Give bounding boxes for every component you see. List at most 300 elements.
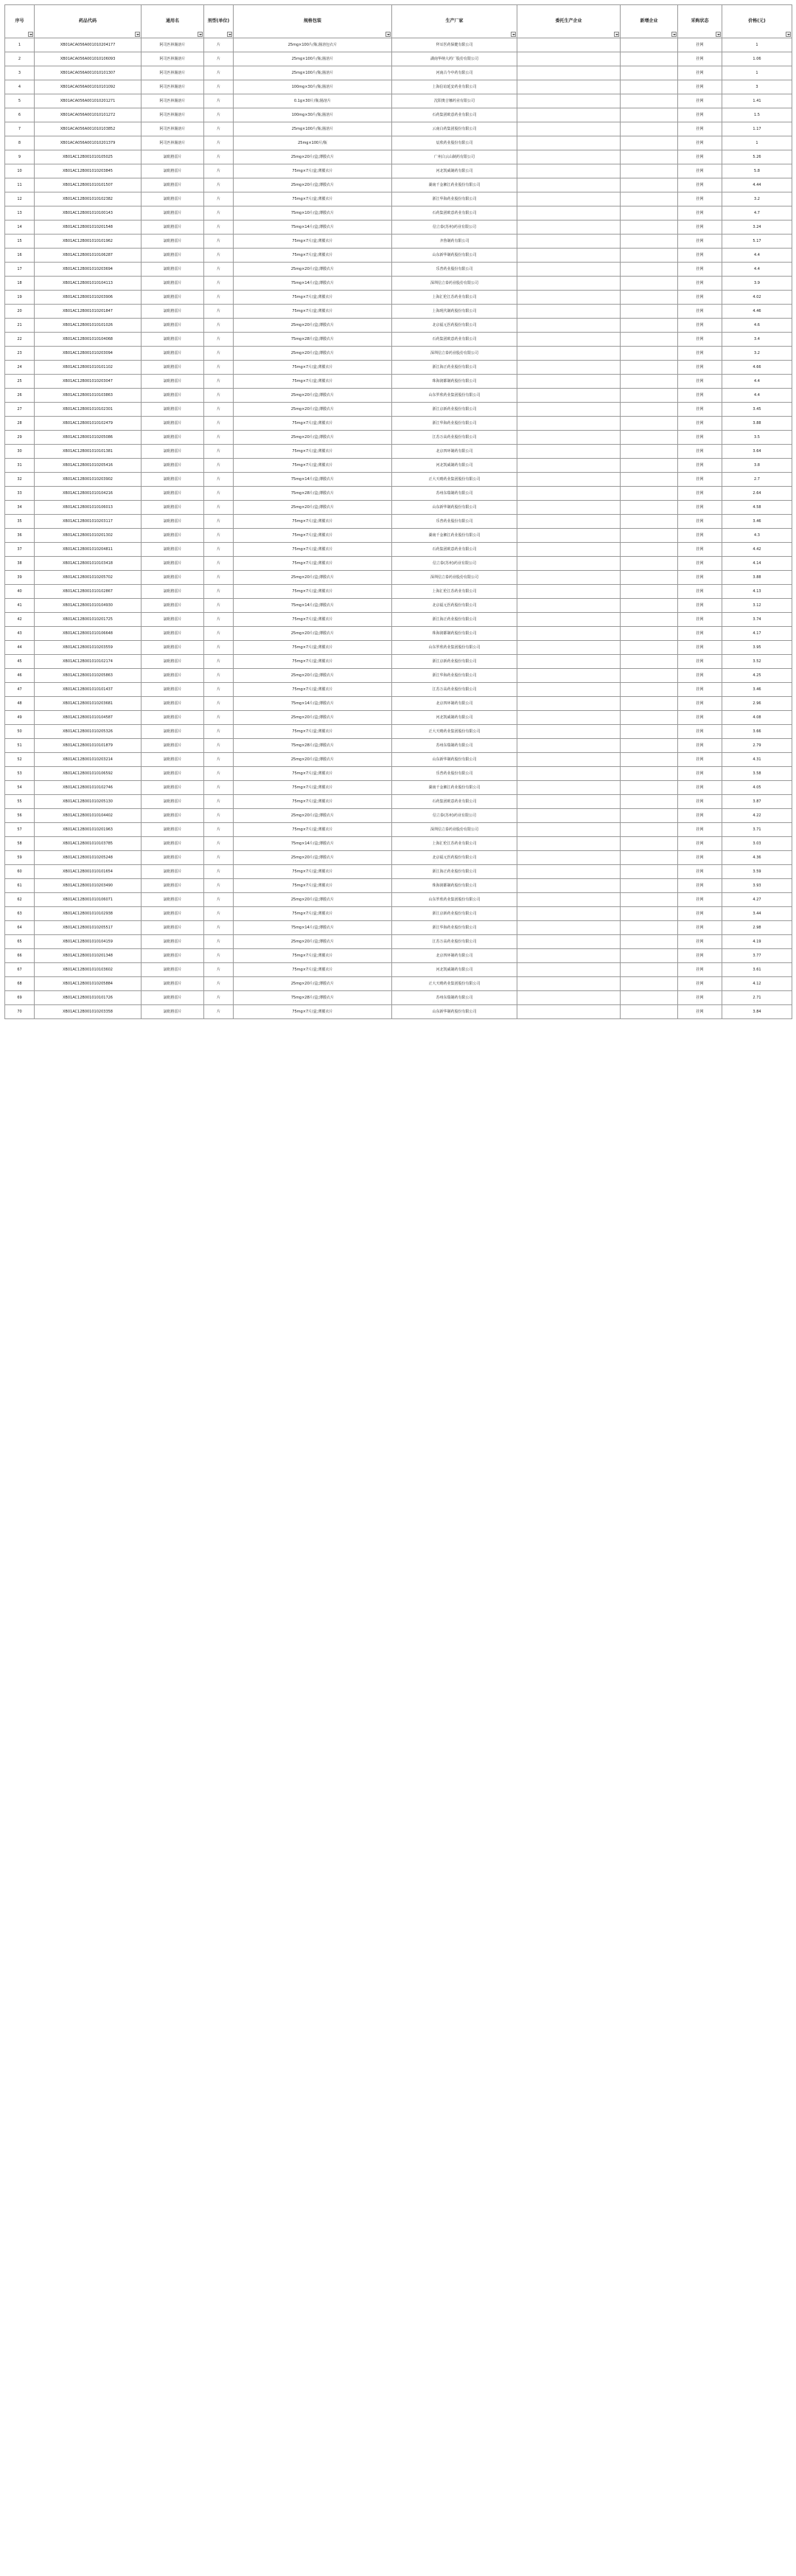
table-row[interactable] bbox=[5, 529, 792, 543]
cell-spec[interactable]: 100mg×30片/瓶;肠溶片 bbox=[234, 108, 392, 122]
cell-maker[interactable]: 苏州东瑞制药有限公司 bbox=[392, 739, 517, 753]
cell-spec[interactable]: 75mg×7片/盒;薄膜衣片 bbox=[234, 291, 392, 305]
table-row[interactable] bbox=[5, 136, 792, 150]
cell-price[interactable]: 4.6 bbox=[722, 319, 792, 333]
cell-spec[interactable]: 75mg×7片/盒;薄膜衣片 bbox=[234, 543, 392, 557]
cell-no[interactable]: 32 bbox=[5, 473, 35, 487]
cell-entrust[interactable] bbox=[517, 739, 621, 753]
cell-name[interactable]: 阿司匹林肠溶片 bbox=[142, 38, 204, 52]
cell-status[interactable]: 挂网 bbox=[678, 977, 722, 991]
cell-name[interactable]: 氯吡格雷片 bbox=[142, 641, 204, 655]
cell-spec[interactable]: 25mg×20片/盒;薄膜衣片 bbox=[234, 319, 392, 333]
cell-status[interactable]: 挂网 bbox=[678, 375, 722, 389]
cell-entrust[interactable] bbox=[517, 235, 621, 249]
cell-entrust[interactable] bbox=[517, 291, 621, 305]
filter-dropdown-icon[interactable] bbox=[227, 32, 232, 37]
cell-form[interactable]: 片 bbox=[204, 501, 234, 515]
cell-status[interactable]: 挂网 bbox=[678, 529, 722, 543]
cell-price[interactable]: 3.93 bbox=[722, 879, 792, 893]
cell-maker[interactable]: 乐普药业股份有限公司 bbox=[392, 263, 517, 277]
cell-maker[interactable]: 上海汇伦江苏药业有限公司 bbox=[392, 291, 517, 305]
cell-new[interactable] bbox=[621, 753, 678, 767]
cell-price[interactable]: 4.4 bbox=[722, 375, 792, 389]
cell-spec[interactable]: 75mg×7片/盒;薄膜衣片 bbox=[234, 459, 392, 473]
cell-spec[interactable]: 100mg×30片/瓶;肠溶片 bbox=[234, 80, 392, 94]
cell-no[interactable]: 19 bbox=[5, 291, 35, 305]
cell-spec[interactable]: 25mg×100片/瓶;肠溶包衣片 bbox=[234, 38, 392, 52]
cell-spec[interactable]: 75mg×7片/盒;薄膜衣片 bbox=[234, 767, 392, 781]
cell-new[interactable] bbox=[621, 725, 678, 739]
cell-status[interactable]: 挂网 bbox=[678, 305, 722, 319]
cell-no[interactable]: 54 bbox=[5, 781, 35, 795]
cell-new[interactable] bbox=[621, 879, 678, 893]
cell-price[interactable]: 2.96 bbox=[722, 697, 792, 711]
cell-maker[interactable]: 石药集团欧意药业有限公司 bbox=[392, 333, 517, 347]
cell-name[interactable]: 氯吡格雷片 bbox=[142, 935, 204, 949]
table-row[interactable] bbox=[5, 221, 792, 235]
cell-entrust[interactable] bbox=[517, 599, 621, 613]
table-row[interactable] bbox=[5, 571, 792, 585]
cell-price[interactable]: 3.46 bbox=[722, 683, 792, 697]
cell-maker[interactable]: 浙江京新药业股份有限公司 bbox=[392, 907, 517, 921]
cell-new[interactable] bbox=[621, 192, 678, 206]
table-row[interactable] bbox=[5, 375, 792, 389]
cell-name[interactable]: 氯吡格雷片 bbox=[142, 178, 204, 192]
cell-status[interactable]: 挂网 bbox=[678, 907, 722, 921]
cell-maker[interactable]: 湖南华纳大药厂股份有限公司 bbox=[392, 52, 517, 66]
cell-no[interactable]: 1 bbox=[5, 38, 35, 52]
cell-code[interactable]: XB01AC12B001010203214 bbox=[35, 753, 142, 767]
cell-no[interactable]: 36 bbox=[5, 529, 35, 543]
cell-form[interactable]: 片 bbox=[204, 543, 234, 557]
cell-new[interactable] bbox=[621, 122, 678, 136]
cell-spec[interactable]: 75mg×7片/盒;薄膜衣片 bbox=[234, 1005, 392, 1019]
cell-no[interactable]: 42 bbox=[5, 613, 35, 627]
header-form[interactable] bbox=[204, 5, 234, 38]
cell-status[interactable]: 挂网 bbox=[678, 333, 722, 347]
cell-spec[interactable]: 75mg×7片/盒;薄膜衣片 bbox=[234, 192, 392, 206]
cell-spec[interactable]: 75mg×7片/盒;薄膜衣片 bbox=[234, 305, 392, 319]
cell-status[interactable]: 挂网 bbox=[678, 809, 722, 823]
cell-new[interactable] bbox=[621, 963, 678, 977]
cell-status[interactable]: 挂网 bbox=[678, 795, 722, 809]
cell-maker[interactable]: 山东罗欣药业集团股份有限公司 bbox=[392, 893, 517, 907]
cell-entrust[interactable] bbox=[517, 921, 621, 935]
cell-entrust[interactable] bbox=[517, 963, 621, 977]
cell-entrust[interactable] bbox=[517, 669, 621, 683]
cell-no[interactable]: 8 bbox=[5, 136, 35, 150]
table-row[interactable] bbox=[5, 543, 792, 557]
cell-code[interactable]: XB01AC12B001010203902 bbox=[35, 473, 142, 487]
cell-name[interactable]: 氯吡格雷片 bbox=[142, 543, 204, 557]
cell-form[interactable]: 片 bbox=[204, 52, 234, 66]
cell-no[interactable]: 27 bbox=[5, 403, 35, 417]
cell-status[interactable]: 挂网 bbox=[678, 122, 722, 136]
cell-form[interactable]: 片 bbox=[204, 781, 234, 795]
table-row[interactable] bbox=[5, 501, 792, 515]
cell-no[interactable]: 23 bbox=[5, 347, 35, 361]
table-row[interactable] bbox=[5, 795, 792, 809]
cell-price[interactable]: 4.36 bbox=[722, 851, 792, 865]
cell-form[interactable]: 片 bbox=[204, 263, 234, 277]
cell-maker[interactable]: 江苏万高药业股份有限公司 bbox=[392, 431, 517, 445]
cell-new[interactable] bbox=[621, 487, 678, 501]
cell-maker[interactable]: 北京福元医药股份有限公司 bbox=[392, 319, 517, 333]
table-row[interactable] bbox=[5, 935, 792, 949]
cell-name[interactable]: 氯吡格雷片 bbox=[142, 991, 204, 1005]
table-row[interactable] bbox=[5, 52, 792, 66]
cell-form[interactable]: 片 bbox=[204, 389, 234, 403]
cell-entrust[interactable] bbox=[517, 459, 621, 473]
cell-spec[interactable]: 25mg×20片/盒;薄膜衣片 bbox=[234, 753, 392, 767]
cell-maker[interactable]: 云南白药集团股份有限公司 bbox=[392, 122, 517, 136]
table-row[interactable] bbox=[5, 122, 792, 136]
cell-status[interactable]: 挂网 bbox=[678, 669, 722, 683]
cell-new[interactable] bbox=[621, 515, 678, 529]
cell-status[interactable]: 挂网 bbox=[678, 221, 722, 235]
cell-name[interactable]: 氯吡格雷片 bbox=[142, 823, 204, 837]
cell-maker[interactable]: 正大天晴药业集团股份有限公司 bbox=[392, 977, 517, 991]
cell-code[interactable]: XB01AC12B001010104113 bbox=[35, 277, 142, 291]
header-price[interactable] bbox=[722, 5, 792, 38]
cell-maker[interactable]: 河北凯威制药有限公司 bbox=[392, 459, 517, 473]
cell-price[interactable]: 3.8 bbox=[722, 459, 792, 473]
cell-price[interactable]: 1.17 bbox=[722, 122, 792, 136]
cell-status[interactable]: 挂网 bbox=[678, 417, 722, 431]
cell-name[interactable]: 氯吡格雷片 bbox=[142, 599, 204, 613]
cell-price[interactable]: 4.58 bbox=[722, 501, 792, 515]
cell-code[interactable]: XB01AC12B001010205326 bbox=[35, 725, 142, 739]
cell-code[interactable]: XB01AC12B001010102382 bbox=[35, 192, 142, 206]
cell-no[interactable]: 64 bbox=[5, 921, 35, 935]
cell-spec[interactable]: 75mg×28片/盒;薄膜衣片 bbox=[234, 739, 392, 753]
cell-no[interactable]: 29 bbox=[5, 431, 35, 445]
cell-no[interactable]: 45 bbox=[5, 655, 35, 669]
cell-new[interactable] bbox=[621, 164, 678, 178]
cell-entrust[interactable] bbox=[517, 38, 621, 52]
cell-form[interactable]: 片 bbox=[204, 753, 234, 767]
cell-new[interactable] bbox=[621, 263, 678, 277]
cell-entrust[interactable] bbox=[517, 767, 621, 781]
cell-code[interactable]: XB01AC12B001010103602 bbox=[35, 963, 142, 977]
cell-no[interactable]: 31 bbox=[5, 459, 35, 473]
cell-new[interactable] bbox=[621, 921, 678, 935]
cell-spec[interactable]: 25mg×20片/盒;薄膜衣片 bbox=[234, 977, 392, 991]
cell-status[interactable]: 挂网 bbox=[678, 459, 722, 473]
cell-entrust[interactable] bbox=[517, 837, 621, 851]
cell-maker[interactable]: 河北凯威制药有限公司 bbox=[392, 164, 517, 178]
cell-form[interactable]: 片 bbox=[204, 38, 234, 52]
cell-price[interactable]: 3.4 bbox=[722, 333, 792, 347]
cell-form[interactable]: 片 bbox=[204, 235, 234, 249]
cell-maker[interactable]: 浙江海正药业股份有限公司 bbox=[392, 361, 517, 375]
table-row[interactable] bbox=[5, 837, 792, 851]
table-row[interactable] bbox=[5, 431, 792, 445]
cell-price[interactable]: 3.12 bbox=[722, 599, 792, 613]
cell-entrust[interactable] bbox=[517, 641, 621, 655]
cell-name[interactable]: 氯吡格雷片 bbox=[142, 277, 204, 291]
cell-no[interactable]: 46 bbox=[5, 669, 35, 683]
cell-spec[interactable]: 75mg×7片/盒;薄膜衣片 bbox=[234, 417, 392, 431]
cell-maker[interactable]: 信立泰(苏州)药业有限公司 bbox=[392, 557, 517, 571]
cell-entrust[interactable] bbox=[517, 277, 621, 291]
cell-name[interactable]: 氯吡格雷片 bbox=[142, 697, 204, 711]
cell-entrust[interactable] bbox=[517, 627, 621, 641]
cell-maker[interactable]: 乐普药业股份有限公司 bbox=[392, 515, 517, 529]
cell-price[interactable]: 4.08 bbox=[722, 711, 792, 725]
cell-name[interactable]: 氯吡格雷片 bbox=[142, 683, 204, 697]
cell-entrust[interactable] bbox=[517, 515, 621, 529]
cell-status[interactable]: 挂网 bbox=[678, 543, 722, 557]
cell-new[interactable] bbox=[621, 473, 678, 487]
cell-entrust[interactable] bbox=[517, 711, 621, 725]
cell-maker[interactable]: 北京福元医药股份有限公司 bbox=[392, 851, 517, 865]
table-row[interactable] bbox=[5, 164, 792, 178]
header-code[interactable] bbox=[35, 5, 142, 38]
cell-entrust[interactable] bbox=[517, 977, 621, 991]
cell-maker[interactable]: 江苏万高药业股份有限公司 bbox=[392, 935, 517, 949]
cell-status[interactable]: 挂网 bbox=[678, 403, 722, 417]
cell-price[interactable]: 3.66 bbox=[722, 725, 792, 739]
cell-name[interactable]: 氯吡格雷片 bbox=[142, 781, 204, 795]
cell-name[interactable]: 氯吡格雷片 bbox=[142, 319, 204, 333]
cell-maker[interactable]: 信立泰(苏州)药业有限公司 bbox=[392, 809, 517, 823]
cell-price[interactable]: 3.46 bbox=[722, 515, 792, 529]
cell-code[interactable]: XB01AC12B001010101026 bbox=[35, 319, 142, 333]
cell-spec[interactable]: 75mg×7片/盒;薄膜衣片 bbox=[234, 949, 392, 963]
cell-form[interactable]: 片 bbox=[204, 221, 234, 235]
cell-code[interactable]: XB01AC12B001010203490 bbox=[35, 879, 142, 893]
header-new[interactable] bbox=[621, 5, 678, 38]
cell-no[interactable]: 47 bbox=[5, 683, 35, 697]
table-row[interactable] bbox=[5, 305, 792, 319]
cell-status[interactable]: 挂网 bbox=[678, 473, 722, 487]
filter-dropdown-icon[interactable] bbox=[385, 32, 391, 37]
cell-form[interactable]: 片 bbox=[204, 557, 234, 571]
cell-new[interactable] bbox=[621, 767, 678, 781]
table-row[interactable] bbox=[5, 80, 792, 94]
cell-name[interactable]: 氯吡格雷片 bbox=[142, 613, 204, 627]
cell-code[interactable]: XB01AC12B001010101381 bbox=[35, 445, 142, 459]
cell-status[interactable]: 挂网 bbox=[678, 753, 722, 767]
cell-status[interactable]: 挂网 bbox=[678, 347, 722, 361]
cell-name[interactable]: 氯吡格雷片 bbox=[142, 949, 204, 963]
cell-maker[interactable]: 浙江华海药业股份有限公司 bbox=[392, 669, 517, 683]
cell-status[interactable]: 挂网 bbox=[678, 557, 722, 571]
cell-status[interactable]: 挂网 bbox=[678, 501, 722, 515]
cell-form[interactable]: 片 bbox=[204, 305, 234, 319]
cell-spec[interactable]: 25mg×20片/盒;薄膜衣片 bbox=[234, 431, 392, 445]
cell-name[interactable]: 氯吡格雷片 bbox=[142, 585, 204, 599]
cell-no[interactable]: 37 bbox=[5, 543, 35, 557]
cell-spec[interactable]: 75mg×14片/盒;薄膜衣片 bbox=[234, 599, 392, 613]
cell-entrust[interactable] bbox=[517, 529, 621, 543]
cell-no[interactable]: 16 bbox=[5, 249, 35, 263]
cell-form[interactable]: 片 bbox=[204, 529, 234, 543]
cell-new[interactable] bbox=[621, 403, 678, 417]
cell-price[interactable]: 1 bbox=[722, 136, 792, 150]
cell-no[interactable]: 20 bbox=[5, 305, 35, 319]
cell-spec[interactable]: 75mg×7片/盒;薄膜衣片 bbox=[234, 529, 392, 543]
cell-no[interactable]: 2 bbox=[5, 52, 35, 66]
cell-code[interactable]: XB01AC12B001010104216 bbox=[35, 487, 142, 501]
cell-code[interactable]: XB01ACA056A001010101307 bbox=[35, 66, 142, 80]
cell-code[interactable]: XB01AC12B001010106013 bbox=[35, 501, 142, 515]
cell-new[interactable] bbox=[621, 893, 678, 907]
cell-code[interactable]: XB01AC12B001010102174 bbox=[35, 655, 142, 669]
cell-status[interactable]: 挂网 bbox=[678, 585, 722, 599]
cell-code[interactable]: XB01ACA056A001010106093 bbox=[35, 52, 142, 66]
cell-new[interactable] bbox=[621, 739, 678, 753]
cell-status[interactable]: 挂网 bbox=[678, 136, 722, 150]
cell-no[interactable]: 57 bbox=[5, 823, 35, 837]
cell-maker[interactable]: 山东罗欣药业集团股份有限公司 bbox=[392, 641, 517, 655]
cell-price[interactable]: 3.88 bbox=[722, 571, 792, 585]
cell-form[interactable]: 片 bbox=[204, 445, 234, 459]
cell-entrust[interactable] bbox=[517, 150, 621, 164]
table-row[interactable] bbox=[5, 963, 792, 977]
cell-status[interactable]: 挂网 bbox=[678, 725, 722, 739]
cell-name[interactable]: 阿司匹林肠溶片 bbox=[142, 52, 204, 66]
table-row[interactable] bbox=[5, 823, 792, 837]
cell-name[interactable]: 氯吡格雷片 bbox=[142, 305, 204, 319]
cell-maker[interactable]: 浙江京新药业股份有限公司 bbox=[392, 655, 517, 669]
cell-name[interactable]: 氯吡格雷片 bbox=[142, 333, 204, 347]
cell-no[interactable]: 26 bbox=[5, 389, 35, 403]
cell-entrust[interactable] bbox=[517, 122, 621, 136]
cell-form[interactable]: 片 bbox=[204, 697, 234, 711]
cell-price[interactable]: 4.7 bbox=[722, 206, 792, 221]
cell-price[interactable]: 1 bbox=[722, 38, 792, 52]
cell-maker[interactable]: 珠海润都制药股份有限公司 bbox=[392, 627, 517, 641]
cell-price[interactable]: 3.52 bbox=[722, 655, 792, 669]
cell-status[interactable]: 挂网 bbox=[678, 389, 722, 403]
cell-spec[interactable]: 75mg×7片/盒;薄膜衣片 bbox=[234, 655, 392, 669]
cell-code[interactable]: XB01AC12B001010201548 bbox=[35, 221, 142, 235]
table-row[interactable] bbox=[5, 473, 792, 487]
filter-dropdown-icon[interactable] bbox=[28, 32, 33, 37]
cell-new[interactable] bbox=[621, 823, 678, 837]
cell-maker[interactable]: 正大天晴药业集团股份有限公司 bbox=[392, 725, 517, 739]
cell-maker[interactable]: 浙江华海药业股份有限公司 bbox=[392, 192, 517, 206]
cell-price[interactable]: 3.87 bbox=[722, 795, 792, 809]
cell-maker[interactable]: 上海汇伦江苏药业有限公司 bbox=[392, 837, 517, 851]
table-row[interactable] bbox=[5, 445, 792, 459]
cell-entrust[interactable] bbox=[517, 319, 621, 333]
cell-new[interactable] bbox=[621, 865, 678, 879]
cell-price[interactable]: 2.98 bbox=[722, 921, 792, 935]
cell-form[interactable]: 片 bbox=[204, 291, 234, 305]
cell-price[interactable]: 3.84 bbox=[722, 1005, 792, 1019]
cell-price[interactable]: 2.79 bbox=[722, 739, 792, 753]
cell-status[interactable]: 挂网 bbox=[678, 571, 722, 585]
cell-form[interactable]: 片 bbox=[204, 711, 234, 725]
cell-no[interactable]: 40 bbox=[5, 585, 35, 599]
cell-maker[interactable]: 石药集团欧意药业有限公司 bbox=[392, 108, 517, 122]
cell-status[interactable]: 挂网 bbox=[678, 767, 722, 781]
cell-maker[interactable]: 深圳信立泰药业股份有限公司 bbox=[392, 277, 517, 291]
cell-status[interactable]: 挂网 bbox=[678, 277, 722, 291]
cell-new[interactable] bbox=[621, 249, 678, 263]
table-row[interactable] bbox=[5, 725, 792, 739]
cell-entrust[interactable] bbox=[517, 333, 621, 347]
cell-maker[interactable]: 浙江华海药业股份有限公司 bbox=[392, 417, 517, 431]
cell-no[interactable]: 6 bbox=[5, 108, 35, 122]
cell-form[interactable]: 片 bbox=[204, 725, 234, 739]
cell-form[interactable]: 片 bbox=[204, 150, 234, 164]
cell-code[interactable]: XB01AC12B001010205248 bbox=[35, 851, 142, 865]
cell-new[interactable] bbox=[621, 305, 678, 319]
cell-price[interactable]: 4.02 bbox=[722, 291, 792, 305]
table-row[interactable] bbox=[5, 683, 792, 697]
table-row[interactable] bbox=[5, 319, 792, 333]
cell-spec[interactable]: 75mg×7片/盒;薄膜衣片 bbox=[234, 879, 392, 893]
cell-form[interactable]: 片 bbox=[204, 164, 234, 178]
header-entrust[interactable] bbox=[517, 5, 621, 38]
cell-no[interactable]: 34 bbox=[5, 501, 35, 515]
cell-entrust[interactable] bbox=[517, 94, 621, 108]
cell-name[interactable]: 氯吡格雷片 bbox=[142, 977, 204, 991]
cell-no[interactable]: 53 bbox=[5, 767, 35, 781]
cell-name[interactable]: 氯吡格雷片 bbox=[142, 347, 204, 361]
table-row[interactable] bbox=[5, 767, 792, 781]
cell-code[interactable]: XB01AC12B001010201348 bbox=[35, 949, 142, 963]
cell-form[interactable]: 片 bbox=[204, 94, 234, 108]
cell-code[interactable]: XB01AC12B001010203694 bbox=[35, 263, 142, 277]
cell-code[interactable]: XB01ACA056A001010201379 bbox=[35, 136, 142, 150]
table-row[interactable] bbox=[5, 865, 792, 879]
table-row[interactable] bbox=[5, 417, 792, 431]
cell-name[interactable]: 阿司匹林肠溶片 bbox=[142, 122, 204, 136]
filter-dropdown-icon[interactable] bbox=[716, 32, 721, 37]
table-row[interactable] bbox=[5, 94, 792, 108]
cell-new[interactable] bbox=[621, 655, 678, 669]
cell-no[interactable]: 48 bbox=[5, 697, 35, 711]
cell-maker[interactable]: 正大天晴药业集团股份有限公司 bbox=[392, 473, 517, 487]
filter-dropdown-icon[interactable] bbox=[671, 32, 677, 37]
cell-spec[interactable]: 25mg×100片/瓶;肠溶片 bbox=[234, 66, 392, 80]
cell-code[interactable]: XB01AC12B001010203906 bbox=[35, 291, 142, 305]
cell-status[interactable]: 挂网 bbox=[678, 641, 722, 655]
cell-form[interactable]: 片 bbox=[204, 417, 234, 431]
cell-no[interactable]: 18 bbox=[5, 277, 35, 291]
cell-no[interactable]: 49 bbox=[5, 711, 35, 725]
cell-form[interactable]: 片 bbox=[204, 80, 234, 94]
cell-no[interactable]: 70 bbox=[5, 1005, 35, 1019]
cell-code[interactable]: XB01AC12B001010203681 bbox=[35, 697, 142, 711]
cell-name[interactable]: 氯吡格雷片 bbox=[142, 711, 204, 725]
table-row[interactable] bbox=[5, 1005, 792, 1019]
cell-no[interactable]: 65 bbox=[5, 935, 35, 949]
cell-new[interactable] bbox=[621, 431, 678, 445]
cell-form[interactable]: 片 bbox=[204, 907, 234, 921]
cell-form[interactable]: 片 bbox=[204, 669, 234, 683]
cell-form[interactable]: 片 bbox=[204, 851, 234, 865]
cell-name[interactable]: 氯吡格雷片 bbox=[142, 164, 204, 178]
cell-price[interactable]: 3.24 bbox=[722, 221, 792, 235]
cell-price[interactable]: 1.06 bbox=[722, 52, 792, 66]
cell-price[interactable]: 1 bbox=[722, 66, 792, 80]
cell-code[interactable]: XB01AC12B001010102867 bbox=[35, 585, 142, 599]
cell-new[interactable] bbox=[621, 837, 678, 851]
cell-new[interactable] bbox=[621, 178, 678, 192]
cell-price[interactable]: 4.46 bbox=[722, 305, 792, 319]
cell-form[interactable]: 片 bbox=[204, 459, 234, 473]
cell-entrust[interactable] bbox=[517, 501, 621, 515]
table-row[interactable] bbox=[5, 38, 792, 52]
cell-name[interactable]: 氯吡格雷片 bbox=[142, 879, 204, 893]
cell-spec[interactable]: 25mg×20片/盒;薄膜衣片 bbox=[234, 627, 392, 641]
